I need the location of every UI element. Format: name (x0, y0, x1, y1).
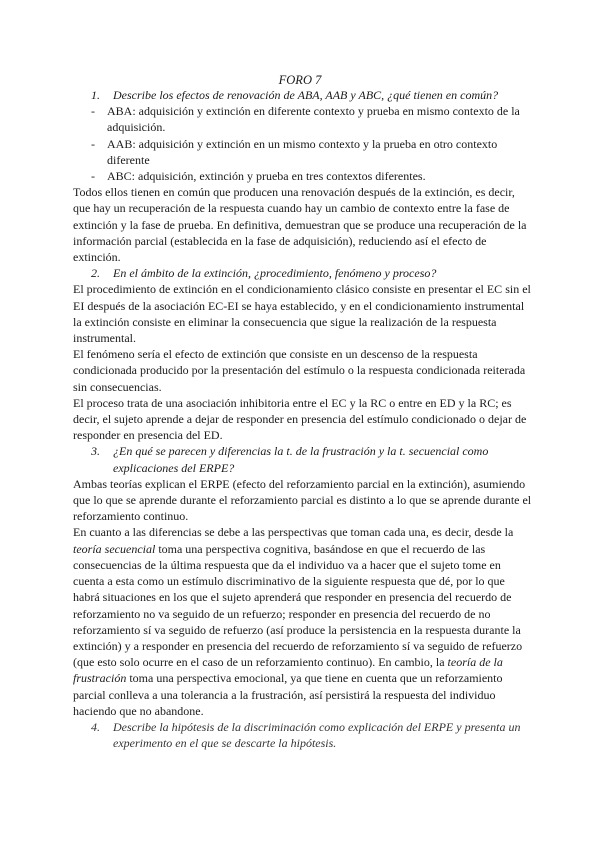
text-run: toma una perspectiva emocional, ya que tiene en cuenta que un reforzamiento parcial conlleva a una tolerancia a la frustración, así persistirá la respuesta del individuo haciendo que no abandone. (73, 671, 503, 718)
list-item (73, 103, 533, 135)
emphasized-term: teoría de la frustración (73, 655, 503, 686)
question-text: En el ámbito de la extinción, ¿procedimiento, fenómeno y proceso? (113, 266, 437, 281)
question-text: ¿En qué se parecen y diferencias la t. de la frustración y la t. secuencial como explicaciones del ERPE? (113, 444, 489, 475)
question-number: 2. (91, 266, 100, 281)
question-1 (73, 87, 533, 103)
document-title: FORO 7 (278, 73, 322, 87)
question-4 (73, 719, 533, 751)
question-text: Describe los efectos de renovación de ABA, AAB y ABC, ¿qué tienen en común? (113, 88, 499, 102)
question-3 (73, 443, 533, 475)
answer-paragraph: Ambas teorías explican el ERPE (efecto del reforzamiento parcial en la extinción), asumiendo que lo que se aprende durante el reforzamiento parcial es distinto a lo que se aprende durante el reforzamiento continuo. (73, 476, 532, 524)
answer-paragraph (73, 524, 533, 718)
answer-paragraph: El fenómeno sería el efecto de extinción que consiste en un descenso de la respuesta condicionada producido por la presentación del estímulo o la respuesta condicionada reiterada sin consecuencias. (73, 347, 526, 394)
question-2 (73, 265, 533, 281)
answer-paragraph: El procedimiento de extinción en el condicionamiento clásico consiste en presentar el EC sin el EI después de la asociación EC-EI se haya establecido, y en el condicionamiento instrumental la extinción consiste en eliminar la consecuencia que sigue la realización de la respuesta instrumental. (73, 282, 531, 346)
question-number: 1. (91, 88, 100, 102)
question-text: Describe la hipótesis de la discriminación como explicación del ERPE y presenta un experimento en el que se descarte la hipótesis. (113, 719, 521, 751)
dash-bullet: - (91, 136, 95, 151)
list-item (73, 136, 533, 168)
answer-paragraph: El proceso trata de una asociación inhibitoria entre el EC y la RC o entre en ED y la RC; es decir, el sujeto aprende a dejar de responder en presencia del estímulo condicionado o dejar de responder en presencia del ED. (73, 395, 527, 443)
question-number: 3. (91, 444, 100, 459)
answer-paragraph: Todos ellos tienen en común que producen una renovación después de la extinción, es decir, que hay un recuperación de la respuesta cuando hay un cambio de contexto entre la fase de extinción y la fase de prueba. En definitiva, demuestran que se produce una recuperación de la información parcial (establecida en la fase de adquisición), reduciendo así el efecto de extinción. (73, 185, 527, 265)
question-number: 4. (91, 719, 100, 734)
dash-bullet: - (91, 104, 95, 119)
list-item (73, 168, 533, 184)
list-item-text: ABC: adquisición, extinción y prueba en tres contextos diferentes. (107, 169, 426, 184)
dash-bullet: - (91, 169, 95, 184)
emphasized-term: teoría secuencial (73, 541, 156, 556)
text-run: En cuanto a las diferencias se debe a las perspectivas que toman cada una, es decir, desde la (73, 525, 514, 540)
document-body (73, 87, 533, 751)
list-item-text: ABA: adquisición y extinción en diferente contexto y prueba en mismo contexto de la adquisición. (107, 104, 520, 135)
text-run: toma una perspectiva cognitiva, basándose en que el recuerdo de las consecuencias de la última respuesta que da el individuo va a hacer que el sujeto tome en cuenta a esta como un estímulo discriminativo de la siguiente respuesta que dé, por lo que habrá situaciones en los que el sujeto aprenderá que responder en presencia del recuerdo de reforzamiento no va seguido de un refuerzo; responder en presencia del recuerdo de no reforzamiento sí va seguido de refuerzo (así produce la persistencia en la respuesta durante la extinción) y a responder en presencia del recuerdo de reforzamiento sí va seguido de refuerzo (que esto solo ocurre en el caso de un reforzamiento continuo). En cambio, la (73, 541, 523, 670)
list-item-text: AAB: adquisición y extinción en un mismo contexto y la prueba en otro contexto diferente (107, 136, 498, 167)
